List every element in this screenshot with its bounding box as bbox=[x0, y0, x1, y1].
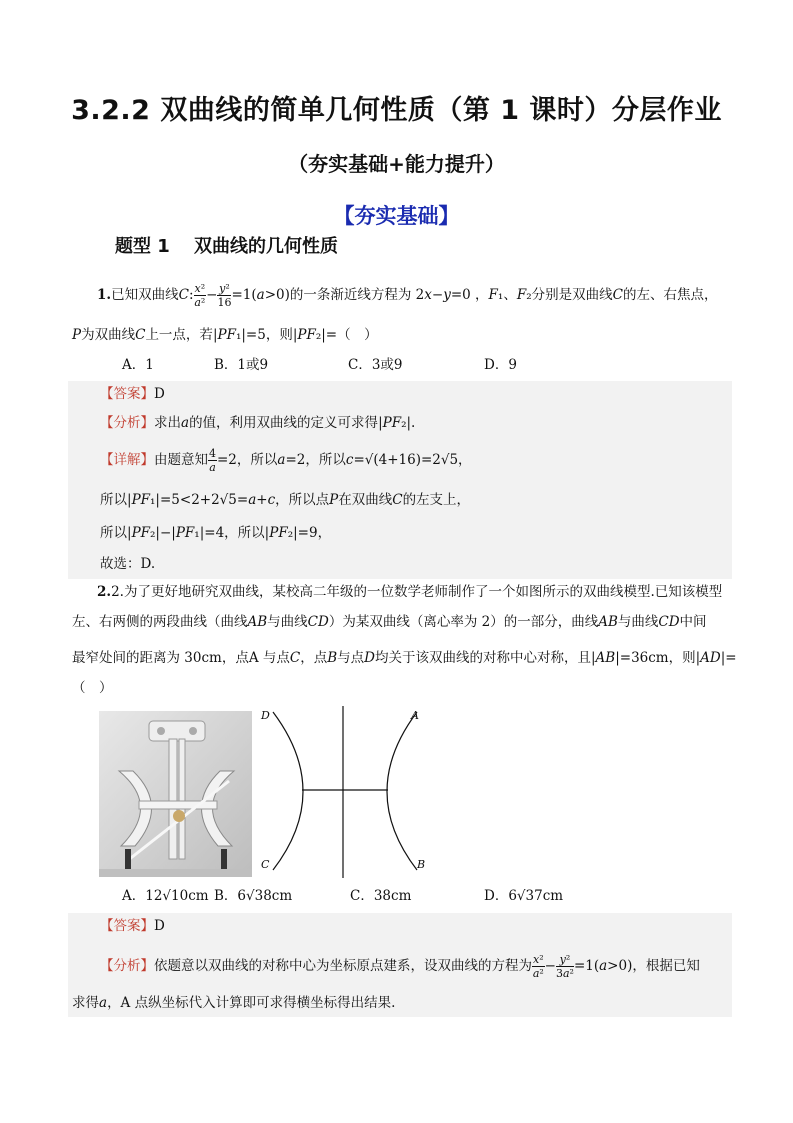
analysis-tag: 【分析】 bbox=[100, 415, 154, 431]
page-title: 3.2.2 双曲线的简单几何性质（第 1 课时）分层作业 bbox=[71, 95, 722, 126]
answer-tag: 【答案】 bbox=[100, 386, 154, 402]
section-heading: 【夯实基础】 bbox=[333, 204, 460, 228]
page-subtitle: （夯实基础+能力提升） bbox=[288, 152, 505, 176]
q1-text: 的左、右焦点， bbox=[622, 287, 718, 303]
q1-detail-line3: 所以|PF₁|=5<2+2√5=a+c，所以点P在双曲线C的左支上， bbox=[100, 492, 471, 508]
q1-choice-d: D．9 bbox=[484, 357, 517, 373]
q1-text: 分别是双曲线 bbox=[531, 287, 613, 303]
q2-text: 2.为了更好地研究双曲线，某校高二年级的一位数学老师制作了一个如图所示的双曲线模型.已知该模型 bbox=[111, 584, 723, 600]
q2-analysis-line2: 求得a，A 点纵坐标代入计算即可求得横坐标得出结果. bbox=[72, 995, 396, 1011]
q1-answer bbox=[100, 384, 165, 404]
q1-stem-line1: 1.已知双曲线C: $\frac{\text{x²}}{\text{a²}}$ − $\frac{\text{y²}}{16}$ =1(a>0)的一条渐近线方程为 2x−y=0 ，F₁、F₂分别是双曲线C的左、右焦点， bbox=[97, 282, 718, 309]
q2-analysis: 【分析】依题意以双曲线的对称中心为坐标原点建系，设双曲线的方程为 $\frac{\text{x²}}{\text{a²}}$ − $\frac{\text{y²}}{\text{3a²}}$ =1(a>0)，根据已知 bbox=[100, 953, 700, 980]
q1-detail-line4: 所以|PF₂|−|PF₁|=4，所以|PF₂|=9， bbox=[100, 525, 332, 541]
answer-tag: 【答案】 bbox=[100, 918, 154, 934]
q1-choice-b: B．1或9 bbox=[214, 357, 269, 373]
q1-text: 的一条渐近线方程为 bbox=[289, 287, 412, 303]
curve-ab bbox=[387, 712, 417, 870]
q1-text: （ ） bbox=[337, 327, 378, 343]
q2-stem-line1: 2.2.为了更好地研究双曲线，某校高二年级的一位数学老师制作了一个如图所示的双曲线模型.已知该模型 bbox=[97, 584, 723, 600]
q1-choice-c: C．3或9 bbox=[348, 357, 403, 373]
q1-number: 1. bbox=[97, 287, 112, 303]
q1-text: ，则 bbox=[265, 327, 293, 343]
model-photo-drawing bbox=[99, 711, 252, 877]
q2-stem-line3: 最窄处间的距离为 30cm，点A 与点C，点B与点D均关于该双曲线的对称中心对称，且|AB|=36cm，则|AD|= bbox=[72, 650, 737, 666]
q2-stem-line4: （ ） bbox=[72, 680, 113, 696]
label-b: B bbox=[417, 858, 426, 871]
analysis-tag: 【分析】 bbox=[100, 958, 154, 974]
label-c: C bbox=[261, 858, 270, 871]
q1-stem-line2: P为双曲线C上一点，若|PF₁|=5，则|PF₂|=（ ） bbox=[72, 327, 378, 343]
q1-text: 已知双曲线 bbox=[111, 287, 179, 303]
q1-final: 故选：D. bbox=[100, 556, 156, 572]
q1-text: 为双曲线 bbox=[81, 327, 136, 343]
answer-value: D bbox=[154, 386, 165, 402]
detail-tag: 【详解】 bbox=[100, 452, 154, 468]
q2-stem-line2: 左、右两侧的两段曲线（曲线AB与曲线CD）为某双曲线（离心率为 2）的一部分，曲线AB与曲线CD中间 bbox=[72, 614, 707, 630]
hyperbola-model-photo bbox=[99, 711, 252, 877]
q1-text: 上一点，若 bbox=[145, 327, 213, 343]
q2-choices bbox=[122, 886, 563, 906]
q2-choice-d: D．6√37cm bbox=[484, 888, 564, 904]
q1-text: ， bbox=[475, 287, 489, 303]
hyperbola-diagram-svg bbox=[255, 700, 435, 880]
q2-choice-c: C．38cm bbox=[350, 888, 412, 904]
q1-analysis: 【分析】求出a的值，利用双曲线的定义可求得|PF₂|. bbox=[100, 415, 416, 431]
q1-solution-box bbox=[68, 381, 732, 579]
question-type-heading: 题型 1 双曲线的几何性质 bbox=[115, 236, 339, 257]
q2-choice-a: A．12√10cm bbox=[122, 888, 209, 904]
label-a: A bbox=[411, 709, 419, 722]
q2-choice-b: B．6√38cm bbox=[214, 888, 293, 904]
label-d: D bbox=[261, 709, 270, 722]
q2-answer bbox=[100, 916, 165, 936]
q1-choice-a: A．1 bbox=[122, 357, 154, 373]
q1-choices bbox=[122, 355, 517, 375]
hyperbola-diagram bbox=[255, 700, 435, 880]
answer-value: D bbox=[154, 918, 165, 934]
curve-cd bbox=[273, 712, 303, 870]
q1-detail: 【详解】由题意知 $\frac{4}{a}$ =2，所以a=2，所以c=√(4+16)=2√5， bbox=[100, 447, 472, 474]
